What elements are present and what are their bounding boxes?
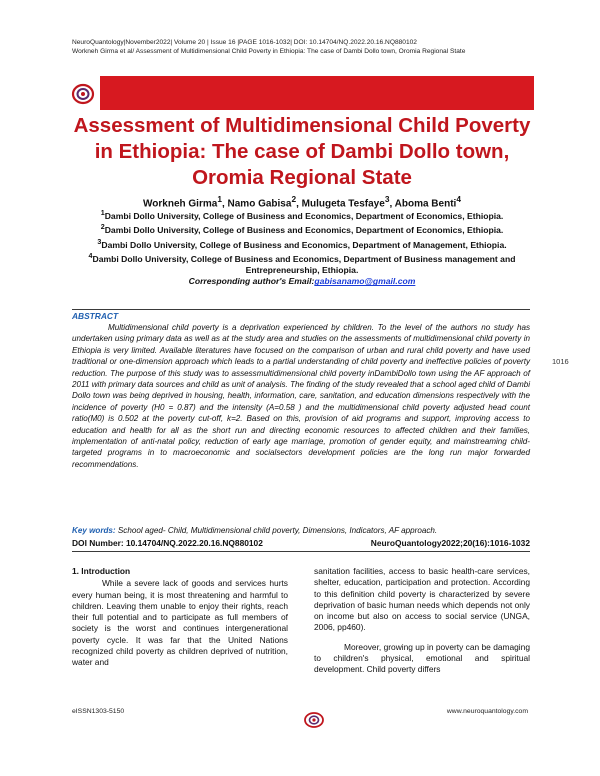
paper-title: Assessment of Multidimensional Child Poverty in Ethiopia: The case of Dambi Dollo town, Oromia Regional State (73, 114, 531, 189)
abstract-top-rule (72, 309, 530, 310)
keywords-text: School aged- Child, Multidimensional child poverty, Dimensions, Indicators, AF approach. (117, 526, 438, 535)
doi-line (72, 538, 530, 548)
paragraph: Moreover, growing up in poverty can be damaging to children's physical, emotional and spiritual development. Child poverty differs (314, 641, 530, 675)
affiliation: $^2$Dambi Dollo University, College of Business and Economics, Department of Economics, Ethiopia. (100, 223, 504, 236)
journal-banner (70, 76, 534, 110)
journal-logo-icon (70, 82, 96, 106)
paragraph: sanitation facilities, access to basic health-care services, shelter, education, participation and protection. According to this definition child poverty is characterized by severe deprivation of basic human needs which depends not only on income but also on access to social service (UNGA, 2006, pp460). (314, 566, 530, 633)
affiliations (70, 208, 534, 288)
author-list: Workneh Girma$^1$, Namo Gabisa$^2$, Mulugeta Tesfaye$^3$, Aboma Benti$^4$ (143, 194, 461, 210)
author-name: Mulugeta Tesfaye (301, 198, 385, 210)
keywords (72, 526, 530, 536)
author-sup: 2 (291, 194, 297, 204)
author-name: Namo Gabisa (227, 198, 292, 210)
body-column-left (72, 566, 288, 669)
author-name: Workneh Girma (143, 198, 218, 210)
abstract-text: Multidimensional child poverty is a deprivation experienced by children. To the level of the authors no study has undertaken using primary data as well as at the study area and studies on the assessments of multidimensional child poverty in Ethiopia is very limited. Available literatures have focused on the comparison of urban and rural child poverty and have used traditional or one-dimension approach which leads to a partial understanding of child poverty and ineffective policies of poverty reduction. The purpose of this study was to assessmultidimensional child poverty inDambiDollo town using the AF approach of 2011 with primary data sources and child as unit of analysis. The finding of the study revealed that a school aged child of Dambi Dollo town was being deprived in housing, health, information, care, sanitation, and education dimensions respectively with the incidence of poverty (H0 = 0.87) and the intensity (A=0.58 ) and the multidimensional child poverty adjusted head count ratio(M0) is 0.502 at the poverty cut-off, k=2. Based on this, provision of aid programs and support, improving access to education and health for all as the short run and directing economic resources to affected children and their families, implementation of anti-natal policy, reduction of early age marriage, promotion of gender equity, and mainstreaming child-targeted programs in to macroeconomic and socialsectors development policies are the long run major forwarded recommendations. (72, 323, 530, 469)
author-sup: 3 (384, 194, 390, 204)
journal-citation: NeuroQuantology2022;20(16):1016-1032 (370, 538, 530, 548)
affiliation: $^3$Dambi Dollo University, College of Business and Economics, Department of Management, Ethiopia. (97, 237, 507, 250)
body-column-right (314, 566, 530, 676)
website-footer[interactable]: www.neuroquantology.com (446, 708, 528, 715)
journal-logo-icon (300, 711, 328, 729)
affiliation: $^4$Dambi Dollo University, College of Business and Economics, Department of Business management and Entrepreneurship, Ethiopia. (88, 251, 516, 276)
keywords-label: Key words: (72, 526, 116, 535)
section-heading: 1. Introduction (72, 566, 131, 576)
author-name: Aboma Benti (394, 198, 457, 210)
author-sup: 1 (217, 194, 222, 204)
corresponding-author: Corresponding author's Email:gabisanamo@gmail.com (188, 276, 416, 287)
red-banner-bar (100, 76, 534, 110)
abstract-label: ABSTRACT (72, 311, 119, 321)
email-link[interactable]: gabisanamo@gmail.com (314, 276, 416, 287)
citation-line: Workneh Girma et al/ Assessment of Multidimensional Child Poverty in Ethiopia: The case of Dambi Dollo town, Oromia Regional State (72, 48, 466, 55)
doi-number: DOI Number: 10.14704/NQ.2022.20.16.NQ880102 (72, 538, 263, 548)
running-header (72, 38, 542, 56)
page-number: 1016 (552, 357, 569, 366)
doi-bottom-rule (72, 551, 530, 552)
author-sup: 4 (456, 194, 461, 204)
issn-footer: eISSN1303-5150 (72, 708, 125, 715)
paragraph: While a severe lack of goods and services hurts every human being, it is most threatening and harmful to children. Leaving them unable to enjoy their rights, reach their full potential and to participate as full members of society is the worst and continues intergenerational poverty cycle. It was far that the United Nations recognized child poverty as children deprived of nutrition, water and (72, 578, 288, 668)
journal-info-line: NeuroQuantology|November2022| Volume 20 | Issue 16 |PAGE 1016-1032| DOI: 10.14704/NQ.2022.20.16.NQ880102 (72, 39, 417, 46)
affiliation: $^1$Dambi Dollo University, College of Business and Economics, Department of Economics, Ethiopia. (100, 209, 504, 221)
